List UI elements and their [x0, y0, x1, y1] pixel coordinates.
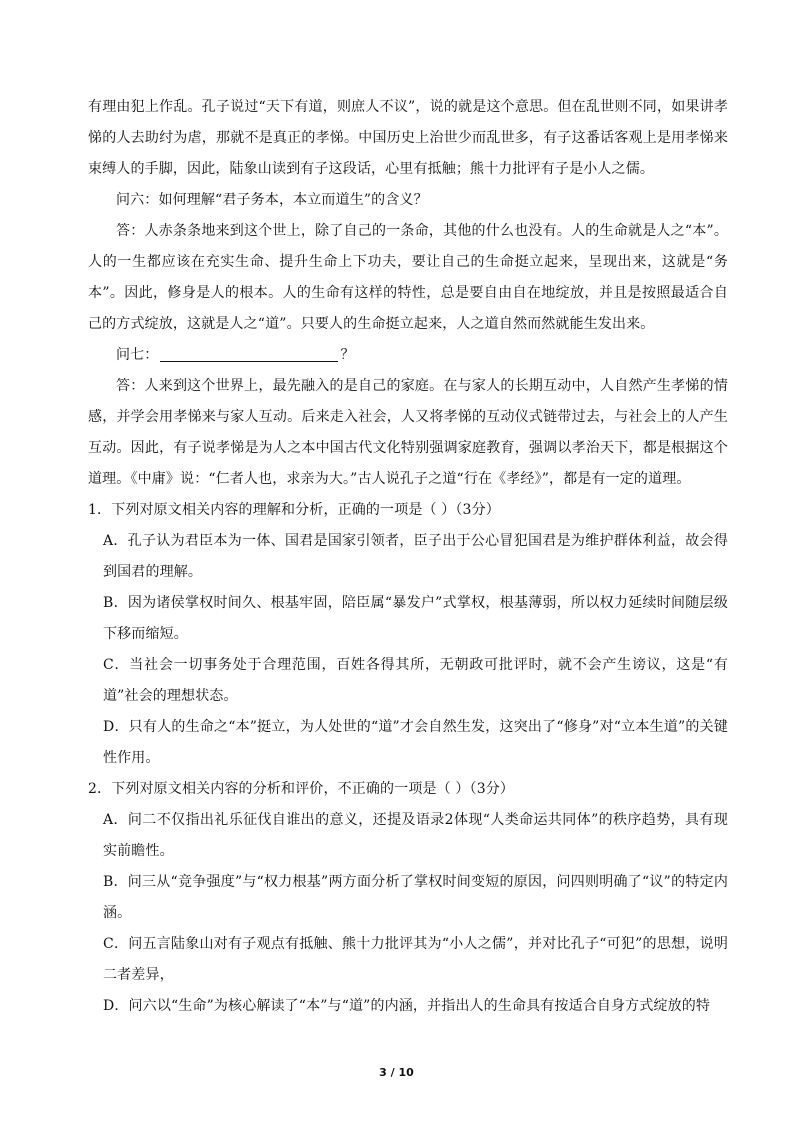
question-seven-suffix: ？ [340, 347, 355, 363]
question-seven [88, 340, 728, 371]
question-2-stem: 2．下列对原文相关内容的分析和评价，不正确的一项是（ ）（3分） [88, 781, 515, 797]
answer-blank-line [160, 344, 338, 362]
question-2-option-d: D．问六以“生命”为核心解读了“本”与“道”的内涵，并指出人的生命具有按适合自身方式绽放的特 [103, 998, 711, 1014]
question-seven-prefix: 问七： [116, 347, 159, 363]
question-1-option-c: C．当社会一切事务处于合理范围，百姓各得其所，无朝政可批评时，就不会产生谤议，这是“有道”社会的理想状态。 [103, 657, 728, 704]
question-2-option-b: B．问三从“竞争强度”与“权力根基”两方面分析了掌权时间变短的原因，问四则明确了“议”的特定内涵。 [103, 874, 728, 921]
answer-seven: 答：人来到这个世界上，最先融入的是自己的家庭。在与家人的长期互动中，人自然产生孝悌的情感，并学会用孝悌来与家人互动。后来走入社会，人又将孝悌的互动仪式链带过去，与社会上的人产生互动。因此，有子说孝悌是为人之本中国古代文化特别强调家庭教育，强调以孝治天下，都是根据这个道理。《中庸》说：“仁者人也，求亲为大。”古人说孔子之道“行在《孝经》”，都是有一定的道理。 [88, 378, 728, 487]
answer-six: 答：人赤条条地来到这个世上，除了自己的一条命，其他的什么也没有。人的生命就是人之“本”。人的一生都应该在充实生命、提升生命上下功夫，要让自己的生命挺立起来，呈现出来，这就是“务本”。因此，修身是人的根本。人的生命有这样的特性，总是要自由自在地绽放，并且是按照最适合自己的方式绽放，这就是人之“道”。只要人的生命挺立起来，人之道自然而然就能生发出来。 [88, 223, 728, 332]
question-1-option-d: D．只有人的生命之“本”挺立，为人处世的“道”才会自然生发，这突出了“修身”对“立本生道”的关键性作用。 [103, 719, 728, 766]
question-2-option-a: A．问二不仅指出礼乐征伐自谁出的意义，还提及语录2体现“人类命运共同体”的秩序趋势，具有现实前瞻性。 [103, 812, 728, 859]
question-2-option-c: C．问五言陆象山对有子观点有抵触、熊十力批评其为“小人之儒”，并对比孔子“可犯”的思想，说明二者差异， [103, 936, 728, 983]
question-six: 问六：如何理解“君子务本，本立而道生”的含义？ [116, 192, 428, 208]
document-body [88, 92, 728, 1022]
question-1-option-b: B．因为诸侯掌权时间久、根基牢固，陪臣属“暴发户”式掌权，根基薄弱，所以权力延续时间随层级下移而缩短。 [103, 595, 728, 642]
page-number: 3 / 10 [379, 1066, 414, 1079]
question-1-option-a: A．孔子认为君臣本为一体、国君是国家引领者，臣子出于公心冒犯国君是为维护群体利益，故会得到国君的理解。 [103, 533, 728, 580]
question-1-stem: 1．下列对原文相关内容的理解和分析，正确的一项是（ ）（3分） [88, 502, 500, 518]
paragraph-continuation: 有理由犯上作乱。孔子说过“天下有道，则庶人不议”，说的就是这个意思。但在乱世则不同，如果讲孝悌的人去助纣为虐，那就不是真正的孝悌。中国历史上治世少而乱世多，有子这番话客观上是用孝悌来束缚人的手脚，因此，陆象山读到有子这段话，心里有抵触；熊十力批评有子是小人之儒。 [88, 99, 728, 177]
